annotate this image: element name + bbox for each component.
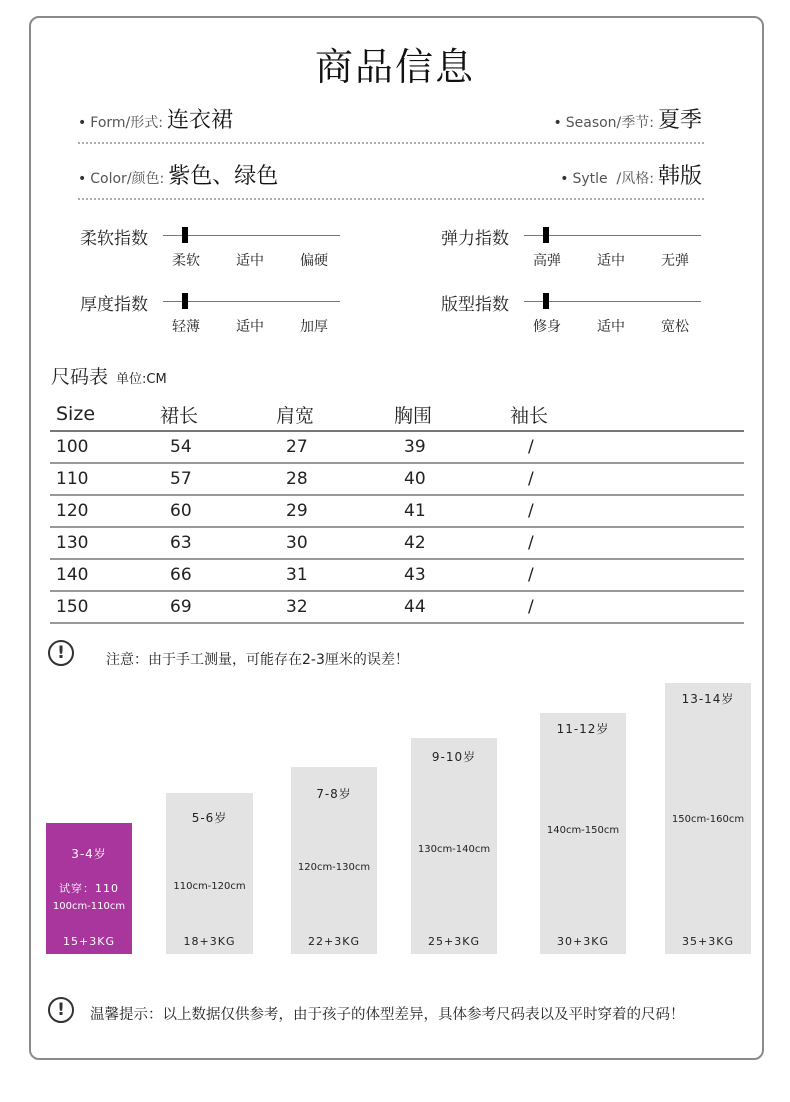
info-season: • Season/季节: 夏季 [553, 108, 702, 133]
alert-icon: ! [48, 640, 74, 666]
header-cell: 袖长 [510, 398, 744, 431]
page-title: 商品信息 [314, 45, 475, 89]
index-name: 柔软指数 [80, 229, 148, 249]
color-value: 紫色、绿色 [168, 164, 279, 189]
index-thickness [80, 290, 370, 350]
table-cell: / [510, 591, 744, 623]
table-cell: 140 [50, 559, 160, 591]
age-label: 11-12岁 [556, 722, 610, 736]
table-cell: 100 [50, 431, 160, 463]
header-cell: 裙长 [160, 398, 276, 431]
table-cell: 31 [276, 559, 394, 591]
table-cell: 66 [160, 559, 276, 591]
index-option: 修身 [533, 319, 561, 335]
table-cell: 63 [160, 527, 276, 559]
table-cell: 42 [394, 527, 510, 559]
age-bar-7-8 [291, 767, 377, 954]
season-value: 夏季 [657, 108, 702, 133]
index-marker [182, 293, 188, 309]
weight-label: 15+3KG [63, 935, 115, 948]
index-marker [182, 227, 188, 243]
info-color: • Color/颜色: 紫色、绿色 [78, 164, 279, 189]
height-range: 100cm-110cm [52, 901, 126, 912]
size-title-text: 尺码表 [51, 366, 109, 388]
index-option: 轻薄 [172, 319, 200, 335]
weight-label: 25+3KG [428, 935, 480, 948]
info-style: • Sytle /风格: 韩版 [560, 164, 702, 189]
table-cell: / [510, 559, 744, 591]
table-cell: 27 [276, 431, 394, 463]
age-bar-5-6 [166, 793, 253, 954]
style-value: 韩版 [657, 164, 702, 189]
table-cell: 130 [50, 527, 160, 559]
info-icon: ! [48, 997, 74, 1023]
table-cell: 69 [160, 591, 276, 623]
age-bar-3-4 [46, 823, 132, 954]
color-label: Color/颜色: [90, 171, 165, 187]
table-cell: 32 [276, 591, 394, 623]
height-range: 130cm-140cm [417, 844, 491, 855]
index-scale-line [163, 301, 340, 302]
info-form: • Form/形式: 连衣裙 [78, 108, 233, 133]
table-cell: 39 [394, 431, 510, 463]
index-option: 适中 [236, 319, 264, 335]
table-cell: 60 [160, 495, 276, 527]
index-scale-line [524, 301, 701, 302]
table-cell: 40 [394, 463, 510, 495]
index-option: 适中 [597, 253, 625, 269]
age-label: 7-8岁 [316, 787, 352, 801]
table-row [50, 559, 744, 591]
try-label: 试穿：110 [59, 882, 119, 895]
index-option: 适中 [597, 319, 625, 335]
table-row [50, 495, 744, 527]
height-range: 150cm-160cm [671, 814, 745, 825]
weight-label: 30+3KG [557, 935, 609, 948]
table-cell: 150 [50, 591, 160, 623]
header-cell: 胸围 [394, 398, 510, 431]
height-range: 140cm-150cm [546, 825, 620, 836]
table-cell: 44 [394, 591, 510, 623]
season-label: Season/季节: [565, 115, 654, 131]
form-label: Form/形式: [90, 115, 163, 131]
dotted-divider [78, 198, 704, 200]
index-scale-line [524, 235, 701, 236]
age-label: 9-10岁 [431, 750, 477, 764]
table-row [50, 463, 744, 495]
size-table-title [51, 362, 167, 389]
table-row [50, 527, 744, 559]
header-cell: Size [50, 398, 160, 431]
table-cell: 57 [160, 463, 276, 495]
form-value: 连衣裙 [166, 108, 233, 133]
info-row-color-style [78, 160, 704, 200]
size-table [50, 398, 744, 624]
index-elasticity [441, 224, 731, 284]
table-cell: 28 [276, 463, 394, 495]
age-label: 3-4岁 [71, 847, 107, 861]
age-bar-9-10 [411, 738, 497, 954]
height-range: 120cm-130cm [297, 862, 371, 873]
style-label: Sytle /风格: [572, 171, 654, 187]
weight-label: 22+3KG [308, 935, 360, 948]
height-range: 110cm-120cm [173, 881, 246, 892]
dotted-divider [78, 142, 704, 144]
measurement-note: 注意：由于手工测量，可能存在2-3厘米的误差！ [106, 652, 409, 668]
table-cell: 120 [50, 495, 160, 527]
index-option: 加厚 [300, 319, 328, 335]
index-option: 适中 [236, 253, 264, 269]
table-cell: 41 [394, 495, 510, 527]
index-marker [543, 227, 549, 243]
index-name: 厚度指数 [80, 295, 148, 315]
age-bar-13-14 [665, 683, 751, 954]
table-cell: / [510, 495, 744, 527]
index-marker [543, 293, 549, 309]
index-option: 宽松 [661, 319, 689, 335]
age-label: 13-14岁 [681, 692, 735, 706]
size-unit: 单位:CM [116, 372, 167, 387]
index-fit [441, 290, 731, 350]
header-cell: 肩宽 [276, 398, 394, 431]
index-option: 高弹 [533, 253, 561, 269]
table-cell: 54 [160, 431, 276, 463]
age-label: 5-6岁 [191, 811, 228, 825]
age-bar-11-12 [540, 713, 626, 954]
table-cell: / [510, 527, 744, 559]
index-scale-line [163, 235, 340, 236]
table-cell: 30 [276, 527, 394, 559]
weight-label: 18+3KG [183, 935, 236, 948]
index-name: 版型指数 [441, 295, 509, 315]
table-row [50, 431, 744, 463]
table-cell: / [510, 431, 744, 463]
table-cell: / [510, 463, 744, 495]
table-cell: 43 [394, 559, 510, 591]
index-softness [80, 224, 370, 284]
warm-tip: 温馨提示：以上数据仅供参考，由于孩子的体型差异，具体参考尺码表以及平时穿着的尺码！ [90, 1007, 685, 1023]
table-cell: 29 [276, 495, 394, 527]
table-row [50, 591, 744, 623]
index-option: 偏硬 [300, 253, 328, 269]
table-cell: 110 [50, 463, 160, 495]
info-row-form-season [78, 104, 704, 144]
size-table-header [50, 398, 744, 431]
index-name: 弹力指数 [441, 229, 509, 249]
weight-label: 35+3KG [682, 935, 734, 948]
index-option: 柔软 [172, 253, 200, 269]
index-option: 无弹 [661, 253, 689, 269]
